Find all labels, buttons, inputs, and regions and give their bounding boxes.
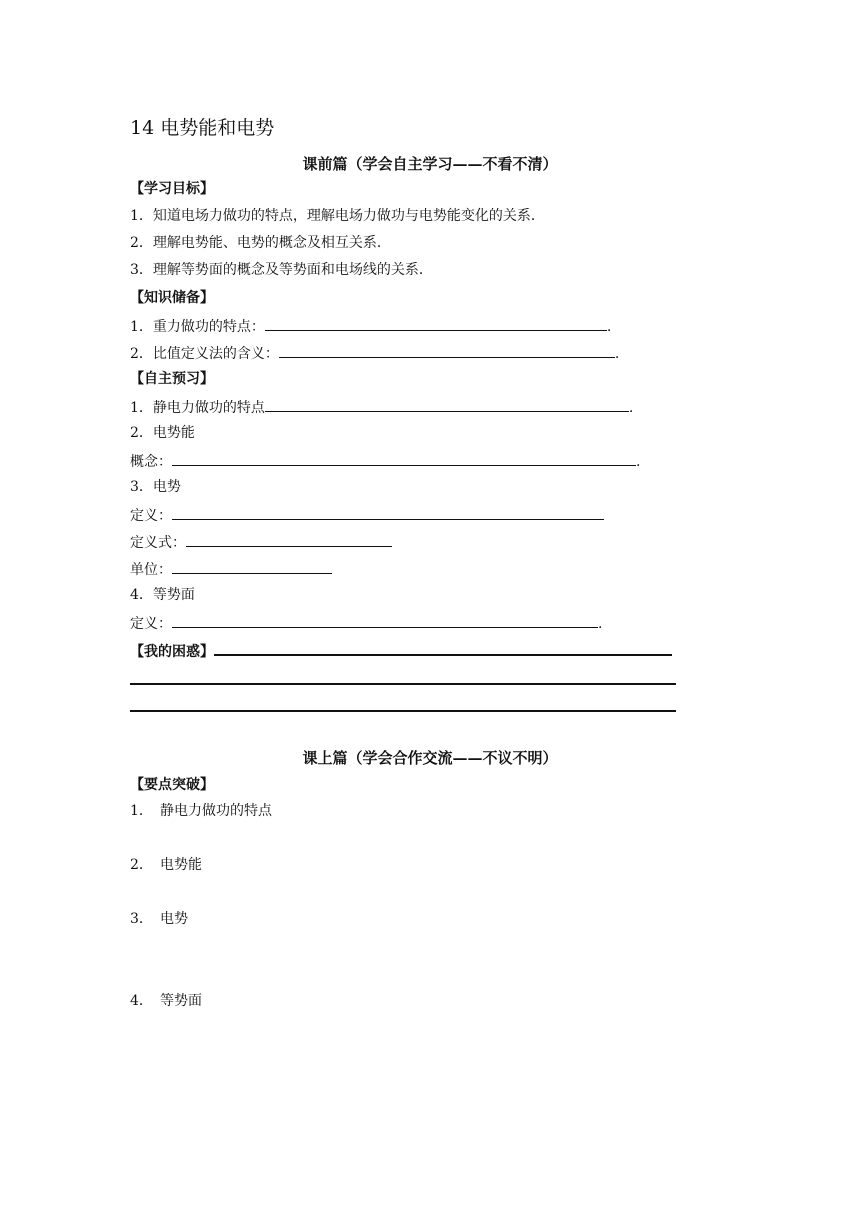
preview-subitem-text: 定义： xyxy=(130,508,172,524)
key-point-item xyxy=(130,802,272,820)
preview-subitem-text: 概念： xyxy=(130,454,172,470)
goals-label: 【学习目标】 xyxy=(130,181,214,197)
page-title: 14 电势能和电势 xyxy=(130,117,275,139)
key-point-text: 电势 xyxy=(160,911,188,927)
key-point-number: 4． xyxy=(130,993,153,1009)
knowledge-item xyxy=(130,343,619,363)
confusion-line[interactable] xyxy=(130,710,676,712)
preview-subitem-text: 定义式： xyxy=(130,535,186,551)
preview-item: 4．等势面 xyxy=(130,587,195,603)
blank-end-mark: . xyxy=(598,616,603,632)
answer-blank[interactable] xyxy=(172,559,332,574)
key-point-number: 1． xyxy=(130,803,153,819)
blank-end-mark: . xyxy=(606,319,612,335)
preview-item xyxy=(130,397,633,417)
key-point-item xyxy=(130,992,202,1010)
preview-item-text: 1．静电力做功的特点 xyxy=(130,400,265,416)
confusion-label: 【我的困惑】 xyxy=(130,644,214,660)
answer-blank[interactable] xyxy=(172,505,604,520)
key-point-item xyxy=(130,910,188,928)
answer-blank[interactable] xyxy=(172,451,636,466)
confusion-blank[interactable] xyxy=(214,640,672,656)
key-point-number: 3． xyxy=(130,911,153,927)
key-point-number: 2． xyxy=(130,857,153,873)
preview-subitem xyxy=(130,505,604,525)
blank-end-mark: . xyxy=(628,400,634,416)
knowledge-label: 【知识储备】 xyxy=(130,290,214,306)
key-point-text: 静电力做功的特点 xyxy=(160,803,272,819)
preview-subitem-text: 单位： xyxy=(130,562,172,578)
goal-item: 1．知道电场力做功的特点，理解电场力做功与电势能变化的关系． xyxy=(130,208,545,224)
pre-class-heading: 课前篇（学会自主学习——不看不清） xyxy=(302,155,558,173)
preview-subitem xyxy=(130,451,640,471)
preview-label: 【自主预习】 xyxy=(130,371,214,387)
answer-blank[interactable] xyxy=(265,397,629,412)
key-points-label: 【要点突破】 xyxy=(130,777,214,793)
blank-end-mark: . xyxy=(614,346,620,362)
knowledge-item-text: 2．比值定义法的含义： xyxy=(130,346,279,362)
blank-end-mark: . xyxy=(636,454,641,470)
answer-blank[interactable] xyxy=(172,613,598,628)
goal-item: 3．理解等势面的概念及等势面和电场线的关系． xyxy=(130,262,433,278)
preview-subitem xyxy=(130,559,332,579)
preview-subitem xyxy=(130,613,602,633)
in-class-heading: 课上篇（学会合作交流——不议不明） xyxy=(302,749,558,767)
knowledge-item-text: 1．重力做功的特点： xyxy=(130,319,265,335)
key-point-item xyxy=(130,856,202,874)
goal-item: 2．理解电势能、电势的概念及相互关系． xyxy=(130,235,391,251)
key-point-text: 电势能 xyxy=(160,857,202,873)
preview-subitem xyxy=(130,532,392,552)
preview-subitem-text: 定义： xyxy=(130,616,172,632)
answer-blank[interactable] xyxy=(186,532,392,547)
confusion-row xyxy=(130,640,672,661)
preview-item: 3．电势 xyxy=(130,479,181,495)
preview-item: 2．电势能 xyxy=(130,425,195,441)
answer-blank[interactable] xyxy=(279,343,615,358)
answer-blank[interactable] xyxy=(265,316,607,331)
confusion-line[interactable] xyxy=(130,683,676,685)
knowledge-item xyxy=(130,316,611,336)
key-point-text: 等势面 xyxy=(160,993,202,1009)
